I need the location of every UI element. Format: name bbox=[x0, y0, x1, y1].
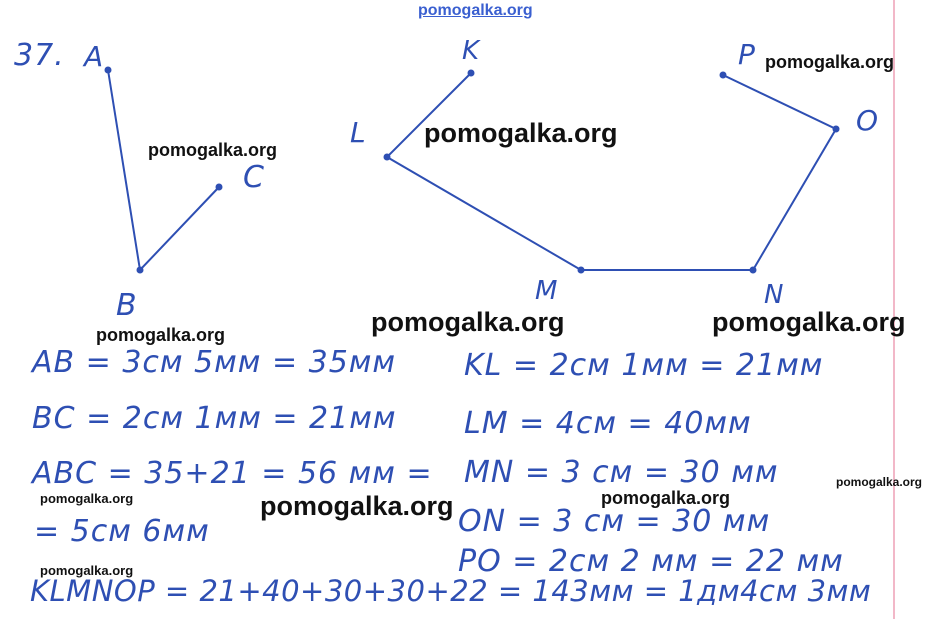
point-c-label: C bbox=[243, 160, 264, 195]
calc-line-on: ON = 3 см = 30 мм bbox=[458, 504, 771, 539]
point-p-label: P bbox=[738, 38, 755, 71]
calc-line-lm: LM = 4см = 40мм bbox=[464, 406, 752, 441]
point-k-label: K bbox=[462, 36, 480, 66]
watermark: pomogalka.org bbox=[40, 563, 134, 578]
watermark: pomogalka.org bbox=[371, 307, 565, 337]
watermark: pomogalka.org bbox=[836, 475, 923, 489]
point-p-dot bbox=[720, 72, 727, 79]
point-k-dot bbox=[468, 70, 475, 77]
calc-line-abc-result: = 5см 6мм bbox=[34, 514, 210, 549]
point-m-label: M bbox=[535, 276, 558, 306]
problem-number: 37. bbox=[14, 38, 65, 73]
calc-line-mn: MN = 3 см = 30 мм bbox=[464, 455, 779, 490]
watermark: pomogalka.org bbox=[601, 488, 731, 508]
point-o-dot bbox=[833, 126, 840, 133]
point-l-label: L bbox=[350, 116, 366, 149]
point-o-label: O bbox=[856, 104, 879, 137]
watermark: pomogalka.org bbox=[260, 491, 454, 521]
watermark: pomogalka.org bbox=[148, 140, 278, 160]
watermark: pomogalka.org bbox=[712, 307, 906, 337]
calc-line-total: KLMNOP = 21+40+30+30+22 = 143мм = 1дм4см 3мм bbox=[30, 574, 872, 608]
point-c-dot bbox=[216, 184, 223, 191]
point-l-dot bbox=[384, 154, 391, 161]
calc-line-po: PO = 2см 2 мм = 22 мм bbox=[458, 544, 844, 579]
polyline-abc bbox=[108, 70, 219, 270]
point-b-dot bbox=[137, 267, 144, 274]
calc-line-bc: BC = 2см 1мм = 21мм bbox=[32, 401, 397, 436]
polyline-klmnop bbox=[387, 73, 836, 270]
watermark: pomogalka.org bbox=[40, 491, 134, 506]
point-b-label: B bbox=[116, 288, 137, 323]
watermark: pomogalka.org bbox=[96, 325, 226, 345]
header-watermark[interactable]: pomogalka.org bbox=[418, 2, 533, 19]
point-n-label: N bbox=[764, 280, 784, 310]
watermark: pomogalka.org bbox=[765, 52, 895, 72]
point-a-label: A bbox=[84, 40, 104, 73]
point-m-dot bbox=[578, 267, 585, 274]
watermark: pomogalka.org bbox=[424, 118, 618, 148]
calc-line-ab: AB = 3см 5мм = 35мм bbox=[32, 345, 397, 380]
point-a-dot bbox=[105, 67, 112, 74]
calc-line-kl: KL = 2см 1мм = 21мм bbox=[464, 348, 824, 383]
calc-line-abc: ABC = 35+21 = 56 мм = bbox=[32, 456, 433, 491]
point-n-dot bbox=[750, 267, 757, 274]
